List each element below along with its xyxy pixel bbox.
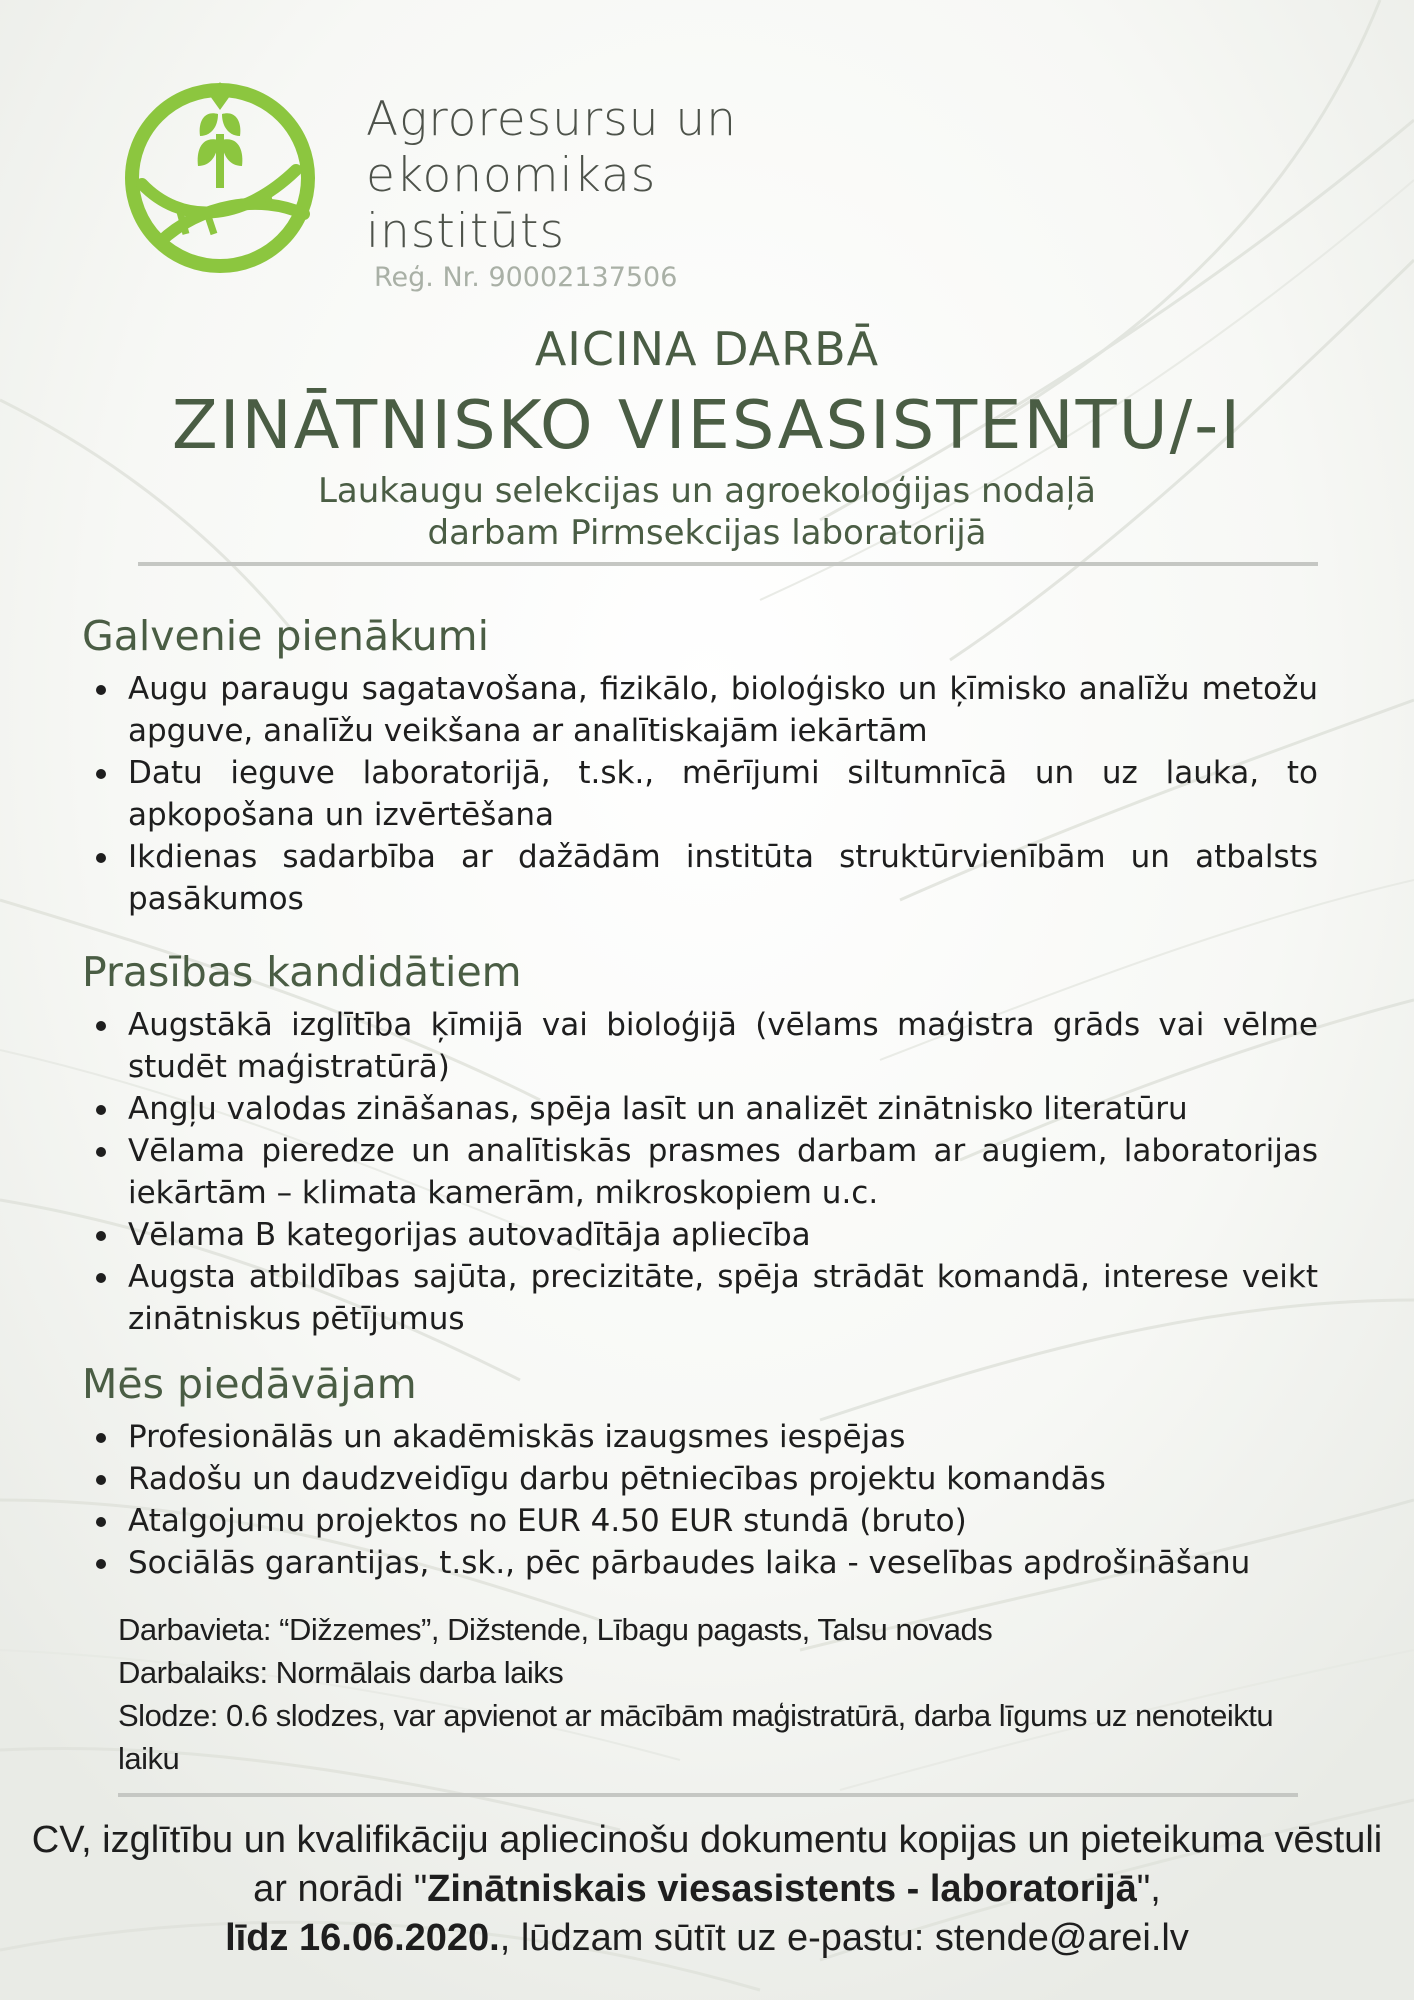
list-item: Datu ieguve laboratorijā, t.sk., mērījumi siltumnīcā un uz lauka, to apkopošana un izvērtēšana: [84, 752, 1318, 836]
application-instructions: [20, 1816, 1394, 1963]
job-details: [118, 1608, 1318, 1780]
apply-text: , lūdzam sūtīt uz e-pastu:: [499, 1917, 935, 1959]
invite-heading: AICINA DARBĀ: [534, 322, 880, 376]
workload-text: Slodze: 0.6 slodzes, var apvienot ar mācībām maģistratūrā, darba līgums uz nenoteiktu laiku: [118, 1698, 1274, 1776]
list-item: Vēlama pieredze un analītiskās prasmes darbam ar augiem, laboratorijas iekārtām – klimata kamerām, mikroskopiem u.c.: [84, 1130, 1318, 1214]
divider: [138, 562, 1318, 566]
position-title: ZINĀTNISKO VIESASISTENTU/-I: [171, 386, 1243, 464]
list-item: Ikdienas sadarbība ar dažādām institūta struktūrvienībām un atbalsts pasākumos: [84, 836, 1318, 920]
list-item: Angļu valodas zināšanas, spēja lasīt un analizēt zinātnisko literatūru: [84, 1088, 1318, 1130]
list-item: Augstākā izglītība ķīmijā vai bioloģijā (vēlams maģistra grāds vai vēlme studēt maģistratūrā): [84, 1004, 1318, 1088]
apply-deadline: līdz 16.06.2020.: [225, 1917, 500, 1959]
section-title-duties: Galvenie pienākumi: [82, 612, 489, 660]
org-name-line: Agroresursu un: [366, 92, 737, 147]
apply-text: CV, izglītību un kvalifikāciju apliecinošu dokumentu kopijas un pieteikuma vēstuli ar norādi ": [31, 1819, 1383, 1910]
working-hours-text: Darbalaiks: Normālais darba laiks: [118, 1655, 564, 1690]
apply-subject: Zinātniskais viesasistents - laboratorijā: [427, 1868, 1137, 1910]
email-link[interactable]: stende@arei.lv: [934, 1917, 1189, 1959]
list-item: Radošu un daudzveidīgu darbu pētniecības projektu komandās: [84, 1458, 1318, 1500]
list-item: Atalgojumu projektos no EUR 4.50 EUR stundā (bruto): [84, 1500, 1318, 1542]
duties-list: [84, 668, 1318, 920]
apply-text: ",: [1136, 1868, 1161, 1910]
divider: [118, 1793, 1298, 1797]
workplace-text: Darbavieta: “Dižzemes”, Dižstende, Lībagu pagasts, Talsu novads: [118, 1612, 993, 1647]
department-subtitle: [0, 470, 1414, 554]
offer-list: [84, 1416, 1318, 1584]
section-title-requirements: Prasības kandidātiem: [82, 948, 522, 996]
requirements-list: [84, 1004, 1318, 1340]
org-name: [366, 92, 737, 260]
department-line: Laukaugu selekcijas un agroekoloģijas nodaļā: [317, 471, 1097, 511]
list-item: Profesionālās un akadēmiskās izaugsmes iespējas: [84, 1416, 1318, 1458]
department-line: darbam Pirmsekcijas laboratorijā: [427, 513, 987, 553]
registration-number: Reģ. Nr. 90002137506: [374, 262, 678, 293]
list-item: Vēlama B kategorijas autovadītāja apliecība: [84, 1214, 1318, 1256]
org-name-line: institūts: [366, 204, 565, 259]
org-name-line: ekonomikas: [366, 148, 657, 203]
list-item: Augu paraugu sagatavošana, fizikālo, bioloģisko un ķīmisko analīžu metožu apguve, analīžu veikšana ar analītiskajām iekārtām: [84, 668, 1318, 752]
list-item: Sociālās garantijas, t.sk., pēc pārbaudes laika - veselības apdrošināšanu: [84, 1542, 1318, 1584]
section-title-offer: Mēs piedāvājam: [82, 1360, 417, 1408]
wheat-dna-icon: [120, 74, 320, 274]
list-item: Augsta atbildības sajūta, precizitāte, spēja strādāt komandā, interese veikt zinātniskus pētījumus: [84, 1256, 1318, 1340]
